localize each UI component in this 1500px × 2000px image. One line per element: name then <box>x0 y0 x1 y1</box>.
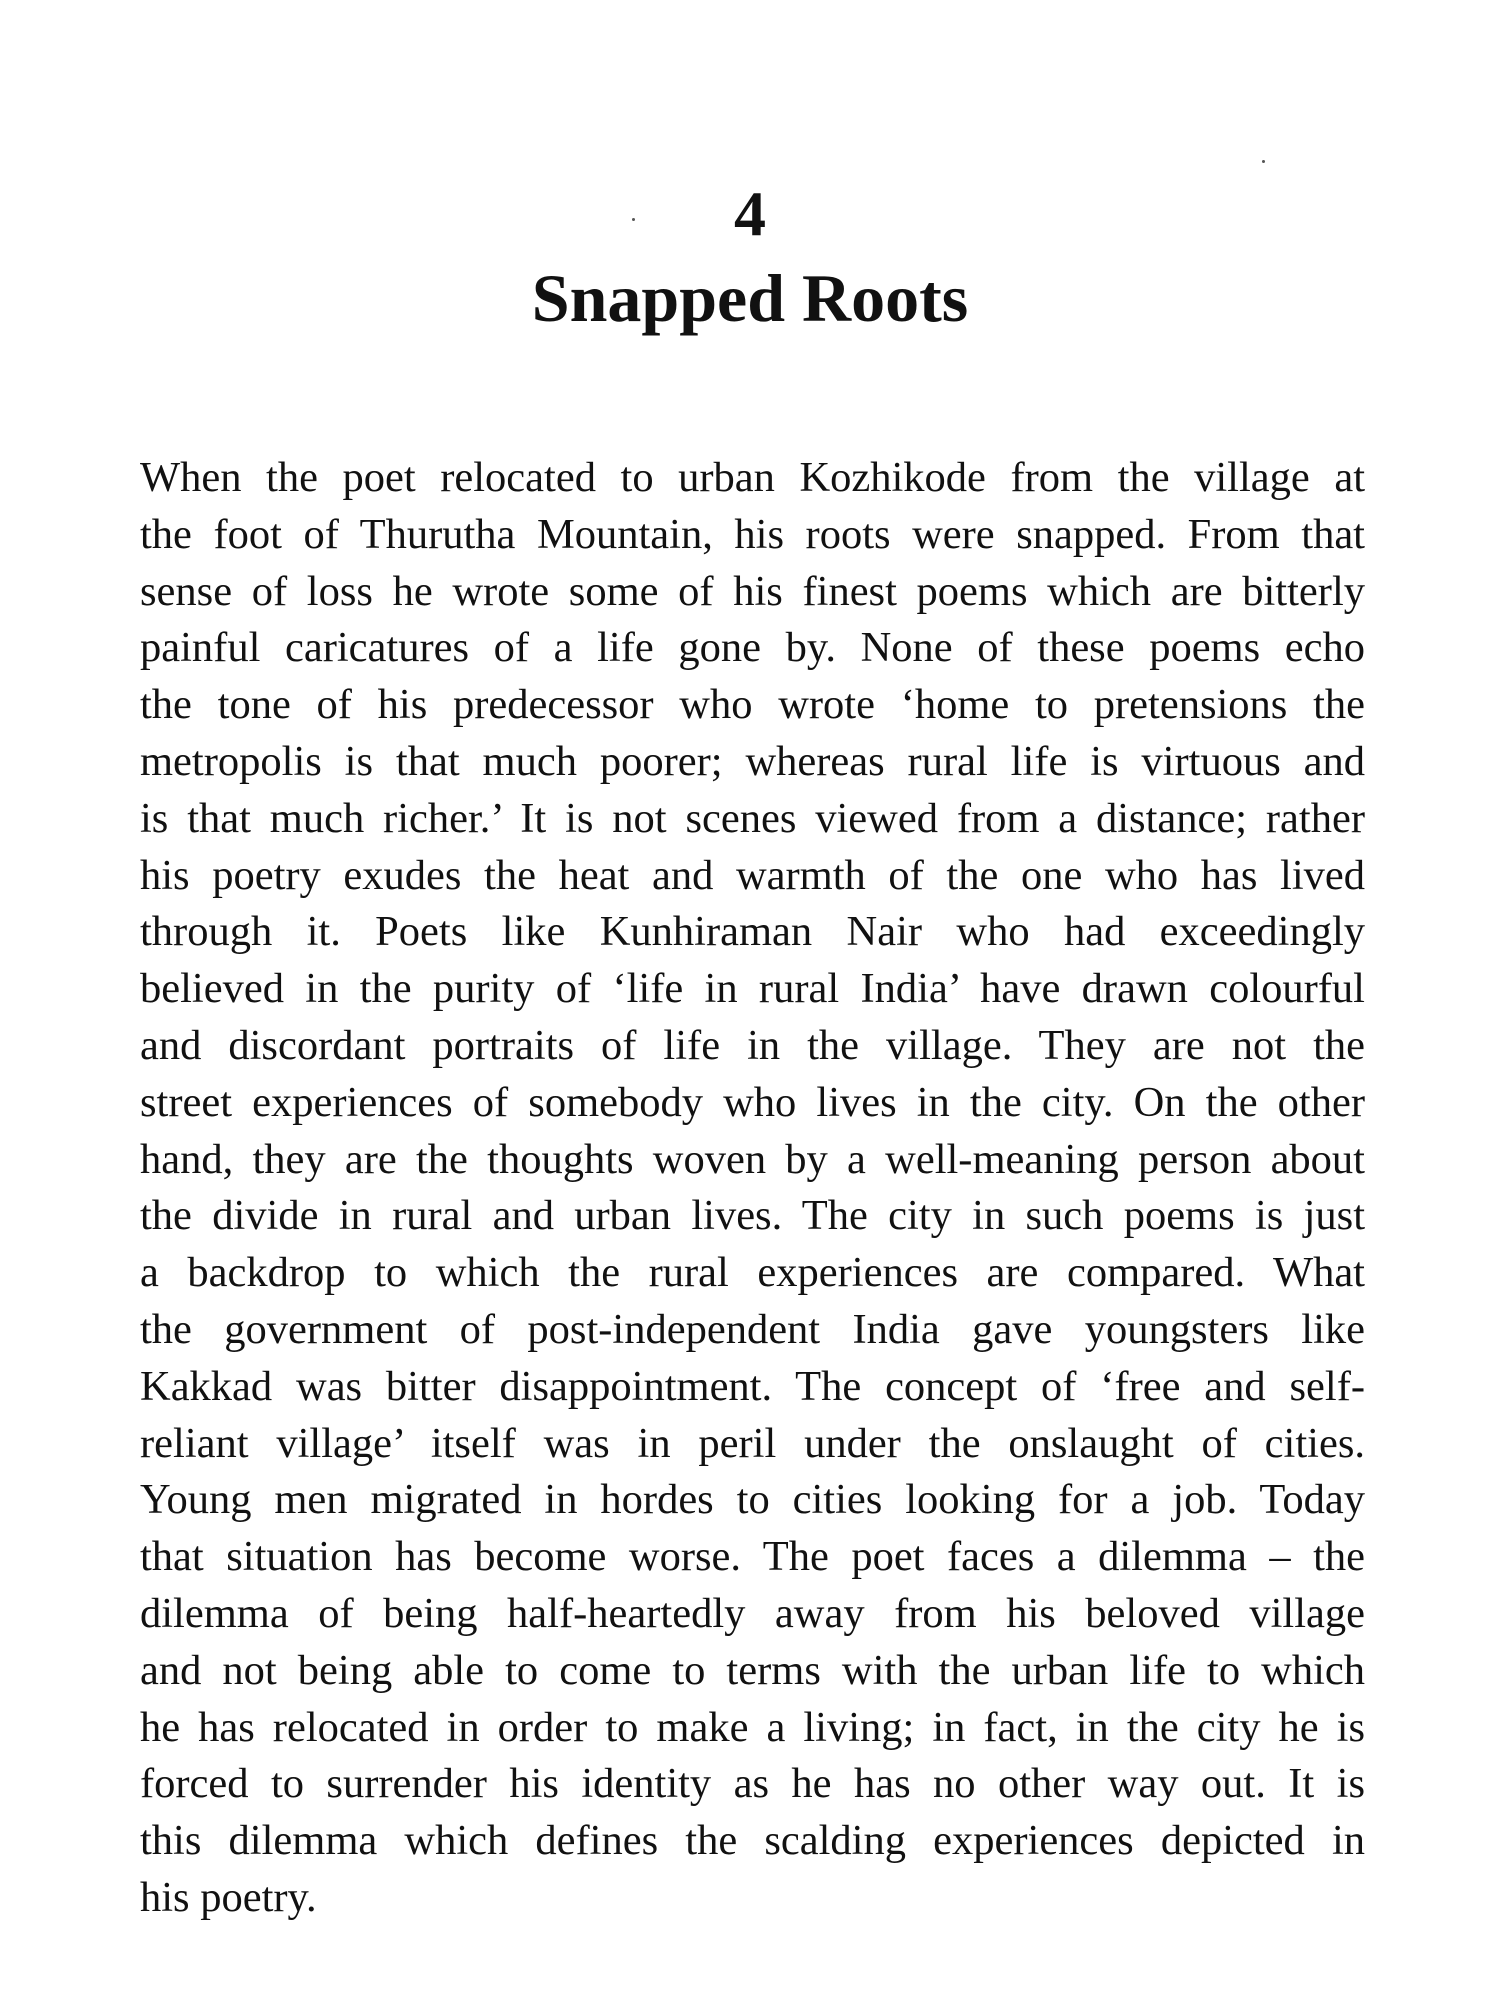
body-line: he has relocated in order to make a living; in fact, in the city he is <box>140 1703 1365 1751</box>
body-line: the divide in rural and urban lives. The city in such poems is just <box>140 1192 1365 1240</box>
body-line: the tone of his predecessor who wrote ‘home to pretensions the <box>140 681 1365 729</box>
body-line: his poetry. <box>140 1873 317 1921</box>
body-line: this dilemma which defines the scalding experiences depicted in <box>140 1817 1365 1865</box>
body-line: sense of loss he wrote some of his finest poems which are bitterly <box>140 567 1365 615</box>
body-line: a backdrop to which the rural experiences are compared. What <box>140 1249 1365 1297</box>
scan-speck <box>632 218 635 221</box>
chapter-number: 4 <box>734 178 766 249</box>
body-line: Young men migrated in hordes to cities looking for a job. Today <box>140 1476 1365 1524</box>
chapter-title: Snapped Roots <box>531 260 969 336</box>
body-line: the government of post-independent India gave youngsters like <box>140 1305 1365 1353</box>
body-line: painful caricatures of a life gone by. None of these poems echo <box>140 624 1365 672</box>
body-line: and not being able to come to terms with the urban life to which <box>140 1646 1365 1694</box>
body-line: reliant village’ itself was in peril under the onslaught of cities. <box>140 1419 1365 1467</box>
body-line: metropolis is that much poorer; whereas rural life is virtuous and <box>140 737 1365 785</box>
body-line: forced to surrender his identity as he has no other way out. It is <box>140 1760 1365 1808</box>
body-line: Kakkad was bitter disappointment. The concept of ‘free and self- <box>140 1362 1365 1410</box>
body-line: believed in the purity of ‘life in rural India’ have drawn colourful <box>140 965 1365 1013</box>
body-line: the foot of Thurutha Mountain, his roots were snapped. From that <box>140 510 1365 558</box>
body-line: his poetry exudes the heat and warmth of the one who has lived <box>140 851 1365 899</box>
body-line: When the poet relocated to urban Kozhikode from the village at <box>140 454 1365 501</box>
body-line: hand, they are the thoughts woven by a well-meaning person about <box>140 1135 1365 1183</box>
body-line: is that much richer.’ It is not scenes viewed from a distance; rather <box>140 794 1365 842</box>
body-line: and discordant portraits of life in the village. They are not the <box>140 1021 1365 1069</box>
body-line: that situation has become worse. The poet faces a dilemma – the <box>140 1533 1365 1581</box>
body-line: street experiences of somebody who lives in the city. On the other <box>140 1078 1365 1126</box>
body-line: dilemma of being half-heartedly away from his beloved village <box>140 1589 1365 1637</box>
body-line: through it. Poets like Kunhiraman Nair who had exceedingly <box>140 908 1365 956</box>
body-paragraph <box>140 450 1365 1927</box>
scan-speck <box>1262 160 1265 163</box>
